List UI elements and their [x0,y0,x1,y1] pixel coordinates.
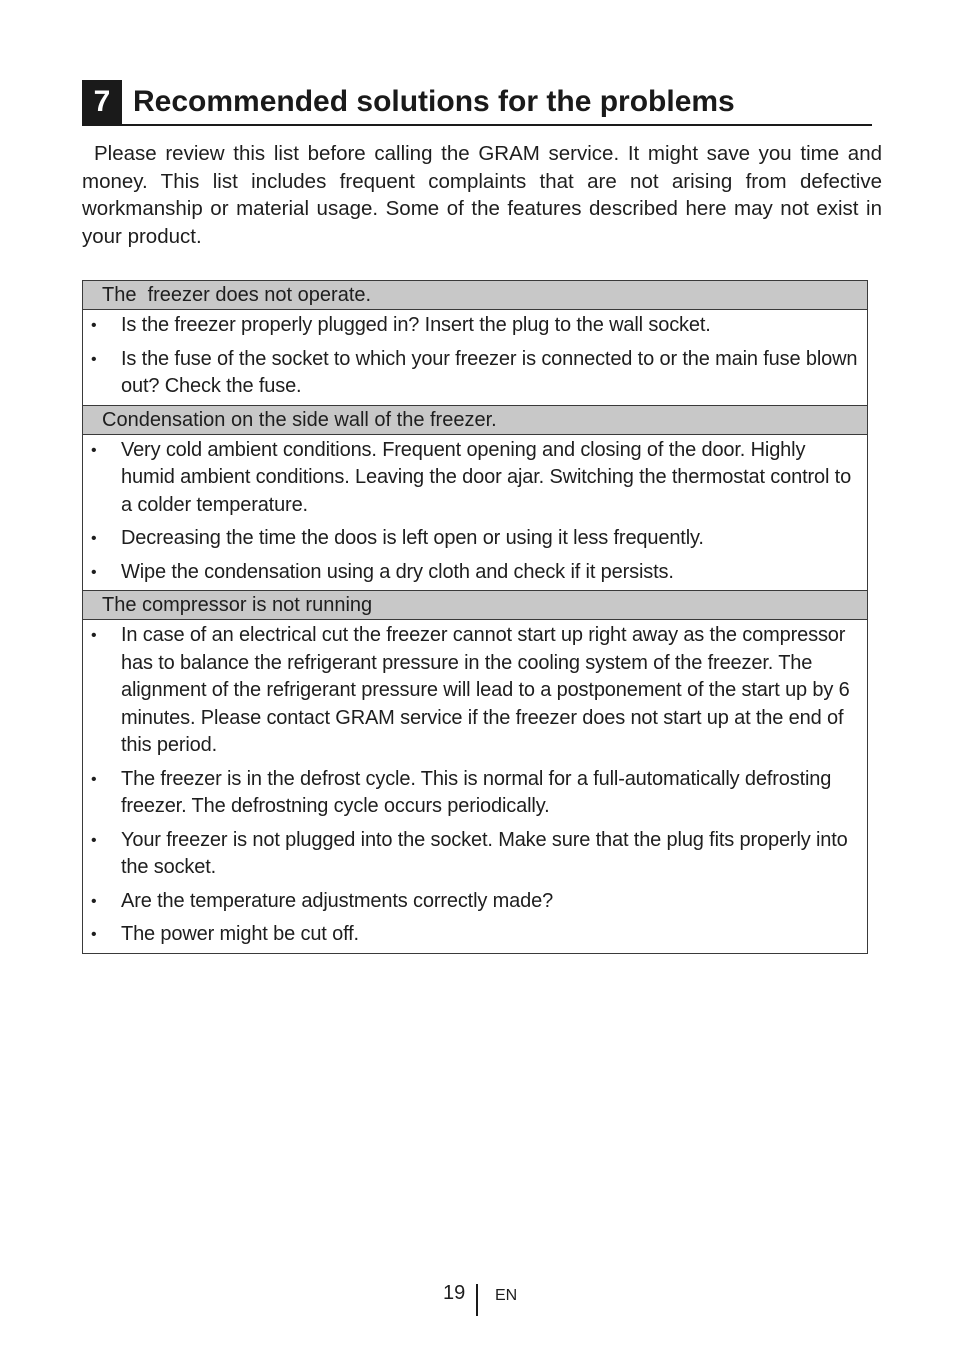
solution-item [83,437,863,520]
problem-header-compressor-not-running: The compressor is not running [83,591,867,620]
solution-item [83,525,863,553]
solution-text: Wipe the condensation using a dry cloth and check if it persists. [121,560,674,583]
bullet-icon: • [91,831,97,849]
solution-text: The freezer is in the defrost cycle. This is normal for a full-automatically defrosting freezer. The defrostning cycle occurs periodically. [121,767,832,817]
bullet-icon: • [91,317,97,334]
solution-text: Are the temperature adjustments correctly made? [121,889,554,912]
solution-text: Very cold ambient conditions. Frequent opening and closing of the door. Highly humid ambient conditions. Leaving the door ajar. Switching the thermostat control to a colder temperature. [121,438,852,516]
solution-text: Is the fuse of the socket to which your freezer is connected to or the main fuse blown out? Check the fuse. [121,347,858,397]
bullet-icon: • [91,627,97,644]
section-number-badge: 7 [82,80,122,124]
solution-text: The power might be cut off. [121,923,359,945]
section-heading [82,80,872,126]
solution-list [83,310,867,406]
language-code: EN [495,1287,518,1304]
solution-text: Your freezer is not plugged into the socket. Make sure that the plug fits properly into the socket. [121,828,848,878]
bullet-icon: • [91,770,97,788]
bullet-icon: • [91,892,97,910]
bullet-icon: • [91,530,97,547]
solution-item [83,827,863,882]
bullet-icon: • [91,563,97,581]
bullet-icon: • [91,350,97,368]
page-title: Recommended solutions for the problems [133,85,735,118]
solution-item [83,312,863,340]
problem-header-freezer-not-operating: The freezer does not operate. [83,281,867,310]
page-number: 19 [443,1282,466,1304]
solution-item [83,888,863,916]
bullet-icon: • [91,441,97,459]
troubleshooting-table [82,280,868,954]
intro-paragraph: Please review this list before calling the GRAM service. It might save you time and money. This list includes frequent complaints that are not arising from defective workmanship or material usage. Some of the features described here may not exist in your product. [82,142,882,248]
solution-list [83,620,867,953]
solution-text: In case of an electrical cut the freezer cannot start up right away as the compressor has to balance the refrigerant pressure in the cooling system of the freezer. The alignment of the refrigerant pressure will lead to a postponement of the start up by 6 minutes. Please contact GRAM service if the freezer does not start up at the end of this period. [121,624,850,756]
bullet-icon: • [91,926,97,943]
footer-divider [476,1284,478,1316]
solution-text: Is the freezer properly plugged in? Insert the plug to the wall socket. [121,314,711,336]
solution-item [83,559,863,587]
solution-item [83,766,863,821]
problem-header-condensation: Condensation on the side wall of the freezer. [83,406,867,435]
solution-list [83,435,867,592]
solution-item [83,346,863,401]
solution-item [83,921,863,949]
page-footer [0,1280,954,1316]
solution-item [83,622,863,760]
solution-text: Decreasing the time the doos is left open or using it less frequently. [121,527,704,549]
